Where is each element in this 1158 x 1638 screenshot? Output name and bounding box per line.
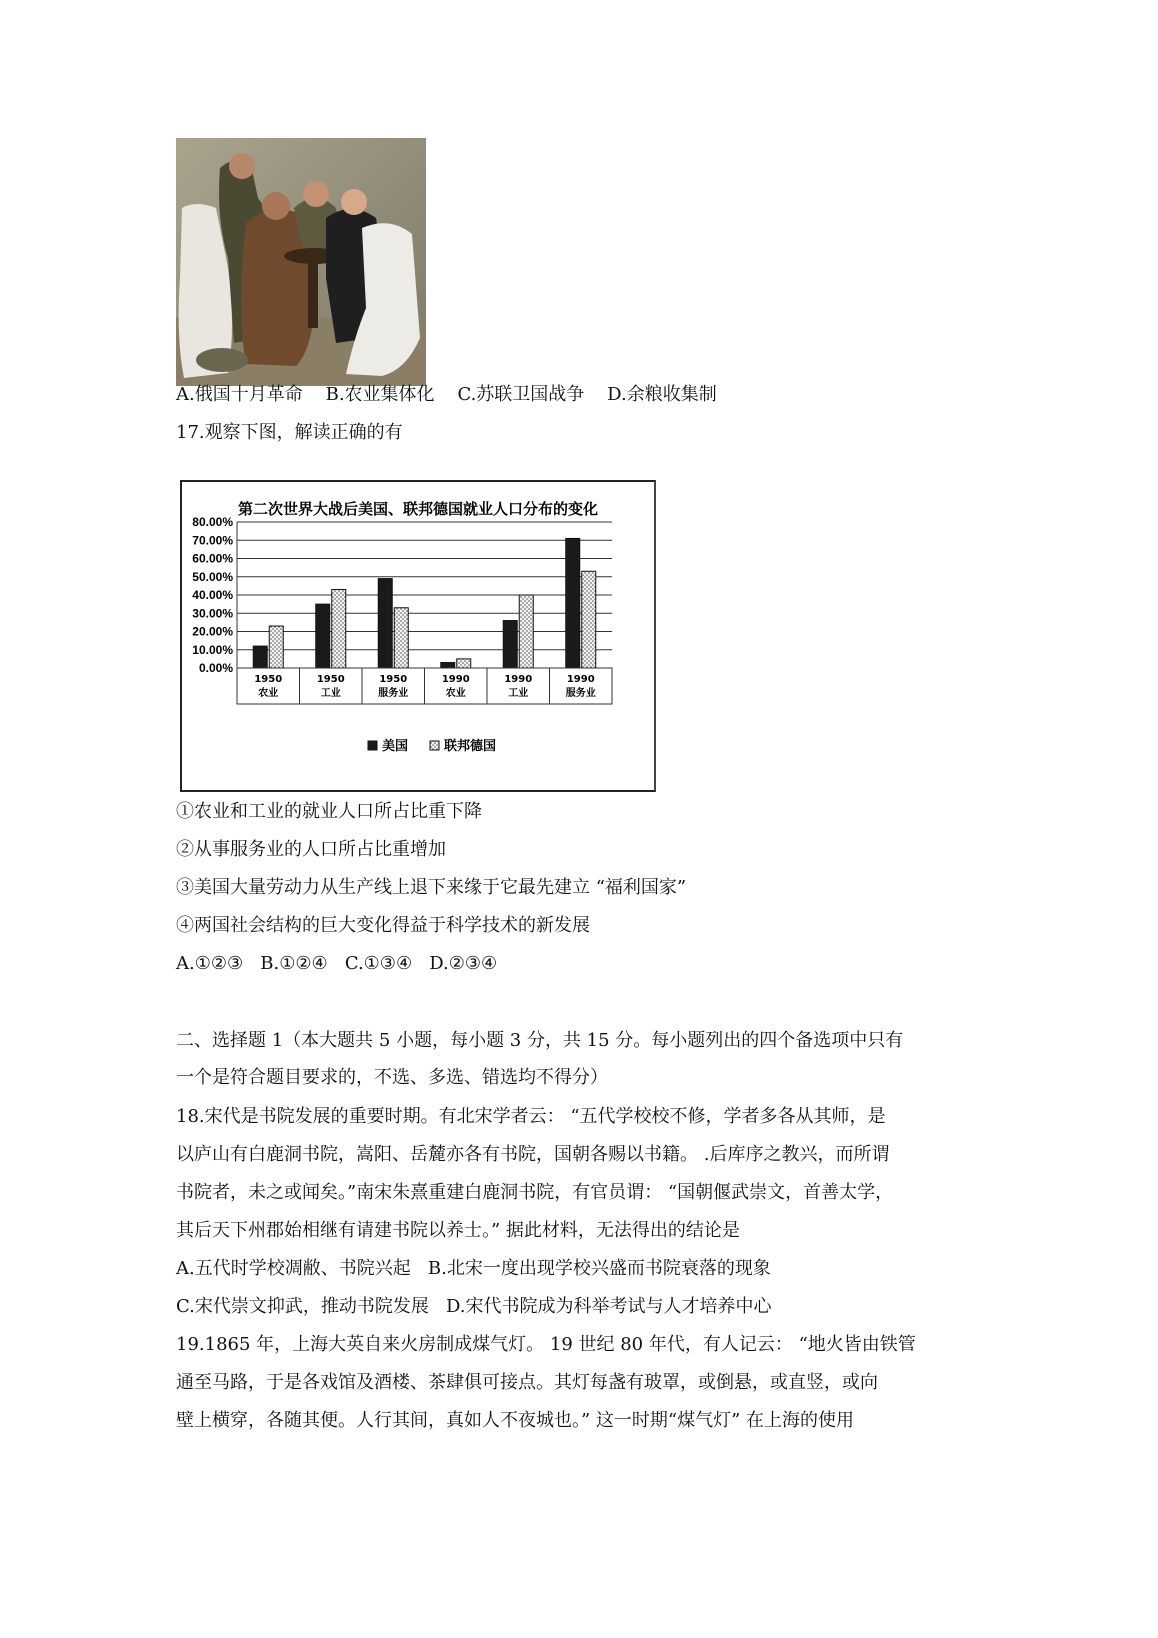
y-tick-label: 10.00% xyxy=(192,642,233,657)
y-tick-label: 0.00% xyxy=(198,661,233,675)
q19-line-3: 壁上横穿，各随其便。人行其间，真如人不夜城也。” 这一时期“煤气灯” 在上海的使用 xyxy=(176,1410,855,1431)
y-tick-label: 30.00% xyxy=(192,606,233,621)
bar-west-germany xyxy=(582,571,596,668)
chart-bars xyxy=(253,538,596,668)
bar-west-germany xyxy=(332,590,346,668)
category-year-label: 1990 xyxy=(504,674,533,685)
q18-option-cd: C.宋代崇文抑武，推动书院发展 D.宋代书院成为科举考试与人才培养中心 xyxy=(176,1296,772,1317)
chart-canvas xyxy=(182,482,654,790)
legend-swatch-west-germany xyxy=(430,741,439,750)
bar-west-germany xyxy=(394,608,408,668)
q18-line-1: 18.宋代是书院发展的重要时期。有北宋学者云： “五代学校校不修，学者多各从其师，是 xyxy=(176,1106,886,1127)
section2-header-line-1: 二、选择题 1（本大题共 5 小题，每小题 3 分，共 15 分。每小题列出的四个备选项中只有 xyxy=(176,1030,904,1051)
q18-line-2: 以庐山有白鹿洞书院，嵩阳、岳麓亦各有书院，国朝各赐以书籍。 .后库序之教兴，而所谓 xyxy=(176,1144,890,1165)
bar-usa xyxy=(566,538,580,668)
category-sector-label: 服务业 xyxy=(378,688,409,699)
chart-title: 第二次世界大战后美国、联邦德国就业人口分布的变化 xyxy=(237,500,599,518)
q17-statement-3: ③美国大量劳动力从生产线上退下来缘于它最先建立 “福利国家” xyxy=(176,877,687,898)
q17-stem: 17.观察下图，解读正确的有 xyxy=(176,422,403,443)
q16-options: A.俄国十月革命 B.农业集体化 C.苏联卫国战争 D.余粮收集制 xyxy=(176,384,717,405)
y-tick-label: 20.00% xyxy=(192,624,233,639)
y-tick-label: 80.00% xyxy=(192,515,233,529)
section2-header-line-2: 一个是符合题目要求的，不选、多选、错选均不得分） xyxy=(176,1067,608,1088)
lenin-painting-image xyxy=(176,138,426,386)
x-axis-categories xyxy=(237,668,612,704)
category-sector-label: 农业 xyxy=(445,688,466,699)
q17-statement-2: ②从事服务业的人口所占比重增加 xyxy=(176,839,446,860)
q17-statement-1: ①农业和工业的就业人口所占比重下降 xyxy=(176,801,482,822)
category-sector-label: 农业 xyxy=(258,688,279,699)
y-tick-label: 60.00% xyxy=(192,551,233,566)
q19-line-2: 通至马路，于是各戏馆及酒楼、茶肆俱可接点。其灯每盏有玻罩，或倒悬，或直竖，或向 xyxy=(176,1372,878,1393)
bar-usa xyxy=(441,663,455,668)
category-sector-label: 工业 xyxy=(508,688,529,699)
chart-gridlines xyxy=(237,522,612,668)
category-year-label: 1990 xyxy=(441,674,470,685)
employment-distribution-chart xyxy=(180,480,656,792)
category-year-label: 1990 xyxy=(566,674,595,685)
bar-usa xyxy=(503,621,517,668)
y-tick-label: 70.00% xyxy=(192,533,233,548)
bar-west-germany xyxy=(457,659,471,668)
legend-label-usa: 美国 xyxy=(382,739,409,754)
q17-statement-4: ④两国社会结构的巨大变化得益于科学技术的新发展 xyxy=(176,915,590,936)
category-sector-label: 工业 xyxy=(320,688,341,699)
category-year-label: 1950 xyxy=(316,674,345,685)
bar-west-germany xyxy=(269,626,283,668)
bar-west-germany xyxy=(519,595,533,668)
bar-usa xyxy=(253,646,267,668)
q18-line-3: 书院者，未之或闻矣。”南宋朱熹重建白鹿洞书院，有官员谓： “国朝偃武崇文，首善太学， xyxy=(176,1182,894,1203)
bar-usa xyxy=(378,579,392,668)
category-sector-label: 服务业 xyxy=(565,688,596,699)
q18-line-4: 其后天下州郡始相继有请建书院以养士。” 据此材料，无法得出的结论是 xyxy=(176,1220,740,1241)
q19-line-1: 19.1865 年，上海大英自来火房制成煤气灯。 19 世纪 80 年代，有人记云： “地火皆由铁管 xyxy=(176,1334,916,1355)
legend-label-west-germany: 联邦德国 xyxy=(444,739,497,754)
y-tick-label: 40.00% xyxy=(192,588,233,602)
category-year-label: 1950 xyxy=(379,674,408,685)
legend-swatch-usa xyxy=(368,741,377,750)
category-year-label: 1950 xyxy=(254,674,283,685)
q17-options: A.①②③ B.①②④ C.①③④ D.②③④ xyxy=(176,953,498,974)
q18-option-ab: A.五代时学校凋敝、书院兴起 B.北宋一度出现学校兴盛而书院衰落的现象 xyxy=(176,1258,771,1279)
y-tick-label: 50.00% xyxy=(192,569,233,584)
y-axis-ticks xyxy=(192,515,233,675)
chart-legend xyxy=(368,738,496,754)
bar-usa xyxy=(316,604,330,668)
